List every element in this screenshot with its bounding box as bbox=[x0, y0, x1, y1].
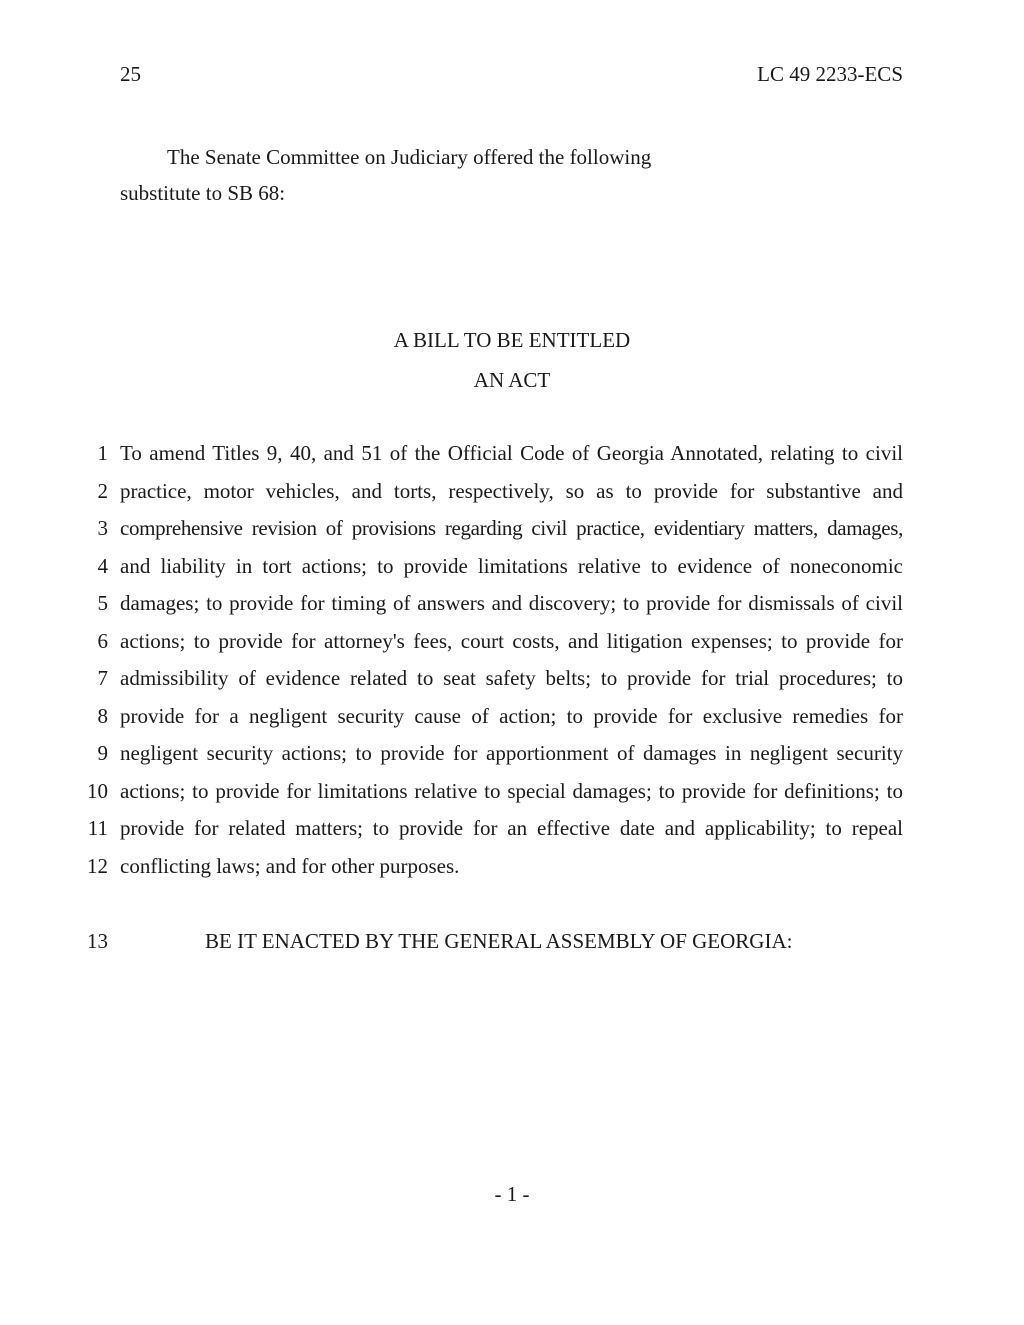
enacting-clause: BE IT ENACTED BY THE GENERAL ASSEMBLY OF GEORGIA: bbox=[205, 929, 793, 953]
body-line: conflicting laws; and for other purposes. bbox=[120, 854, 460, 878]
line-number: 7 bbox=[97, 666, 108, 690]
line-number: 8 bbox=[97, 704, 108, 728]
body-line: practice, motor vehicles, and torts, respectively, so as to provide for substantive and bbox=[120, 479, 903, 503]
header-document-code: LC 49 2233-ECS bbox=[757, 62, 903, 86]
line-number: 3 bbox=[97, 516, 108, 540]
line-number: 1 bbox=[97, 441, 108, 465]
body-line: provide for related matters; to provide for an effective date and applicability; to repeal bbox=[120, 816, 903, 840]
line-number: 12 bbox=[87, 854, 108, 878]
intro-line-2: substitute to SB 68: bbox=[120, 181, 286, 205]
body-line: actions; to provide for attorney's fees, court costs, and litigation expenses; to provide for bbox=[120, 629, 903, 653]
bill-title: A BILL TO BE ENTITLED bbox=[393, 328, 631, 352]
intro-line-1: The Senate Committee on Judiciary offered the following bbox=[167, 145, 652, 169]
footer-page-number: - 1 - bbox=[494, 1182, 530, 1206]
body-line: actions; to provide for limitations relative to special damages; to provide for definitions; to bbox=[120, 779, 903, 803]
line-number: 9 bbox=[97, 741, 108, 765]
body-line: comprehensive revision of provisions regarding civil practice, evidentiary matters, damages, bbox=[120, 516, 903, 540]
line-number: 6 bbox=[97, 629, 108, 653]
bill-subtitle: AN ACT bbox=[473, 368, 551, 392]
line-number: 10 bbox=[87, 779, 108, 803]
body-line: and liability in tort actions; to provide limitations relative to evidence of noneconomic bbox=[120, 554, 903, 578]
line-number: 13 bbox=[87, 929, 108, 953]
body-line: damages; to provide for timing of answers and discovery; to provide for dismissals of civil bbox=[120, 591, 903, 615]
line-number: 4 bbox=[97, 554, 108, 578]
line-number: 5 bbox=[97, 591, 108, 615]
line-number: 11 bbox=[87, 816, 108, 840]
body-line: negligent security actions; to provide for apportionment of damages in negligent security bbox=[120, 741, 903, 765]
body-line: To amend Titles 9, 40, and 51 of the Official Code of Georgia Annotated, relating to civil bbox=[120, 441, 903, 465]
header-page-number: 25 bbox=[120, 62, 141, 86]
body-line: provide for a negligent security cause of action; to provide for exclusive remedies for bbox=[120, 704, 903, 728]
line-number: 2 bbox=[97, 479, 108, 503]
body-line: admissibility of evidence related to seat safety belts; to provide for trial procedures; to bbox=[120, 666, 903, 690]
